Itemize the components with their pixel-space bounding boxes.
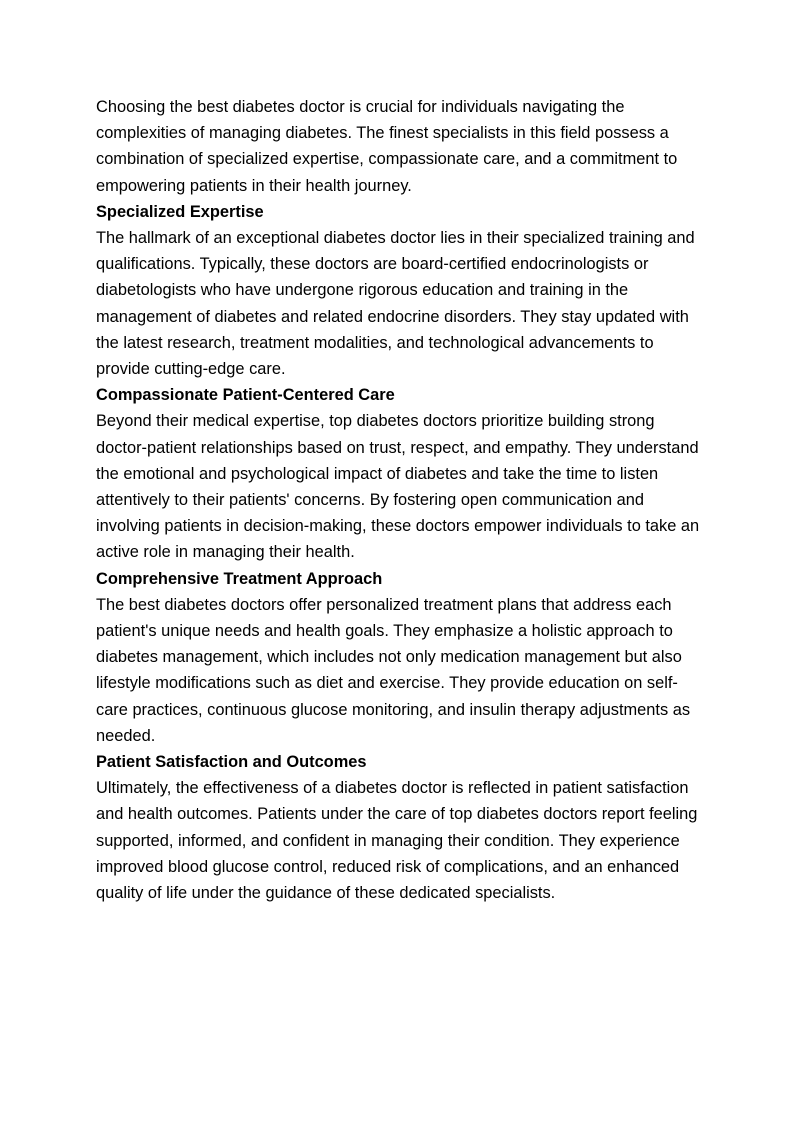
section-heading-specialized-expertise: Specialized Expertise bbox=[96, 202, 264, 221]
section-body-patient-satisfaction: Ultimately, the effectiveness of a diabetes doctor is reflected in patient satisfaction and health outcomes. Patients under the care of top diabetes doctors report feeling supported, informed, and confident in managing their condition. They experience improved blood glucose control, reduced risk of complications, and an enhanced quality of life under the guidance of these dedicated specialists. bbox=[96, 779, 698, 903]
section-heading-compassionate-care: Compassionate Patient-Centered Care bbox=[96, 386, 395, 405]
section-body-compassionate-care: Beyond their medical expertise, top diabetes doctors prioritize building strong doctor-patient relationships based on trust, respect, and empathy. They understand the emotional and psychological impact of diabetes and take the time to listen attentively to their patients' concerns. By fostering open communication and involving patients in decision-making, these doctors empower individuals to take an active role in managing their health. bbox=[96, 412, 700, 562]
document-page bbox=[96, 94, 706, 906]
intro-paragraph: Choosing the best diabetes doctor is crucial for individuals navigating the complexities of managing diabetes. The finest specialists in this field possess a combination of specialized expertise, compassionate care, and a commitment to empowering patients in their health journey. bbox=[96, 98, 678, 195]
section-heading-patient-satisfaction: Patient Satisfaction and Outcomes bbox=[96, 753, 367, 772]
section-body-specialized-expertise: The hallmark of an exceptional diabetes doctor lies in their specialized training and qualifications. Typically, these doctors are board-certified endocrinologists or diabetologists who have undergone rigorous education and training in the management of diabetes and related endocrine disorders. They stay updated with the latest research, treatment modalities, and technological advancements to provide cutting-edge care. bbox=[96, 229, 695, 379]
section-heading-comprehensive-treatment: Comprehensive Treatment Approach bbox=[96, 569, 383, 588]
section-body-comprehensive-treatment: The best diabetes doctors offer personalized treatment plans that address each patient's unique needs and health goals. They emphasize a holistic approach to diabetes management, which includes not only medication management but also lifestyle modifications such as diet and exercise. They provide education on self-care practices, continuous glucose monitoring, and insulin therapy adjustments as needed. bbox=[96, 595, 691, 745]
